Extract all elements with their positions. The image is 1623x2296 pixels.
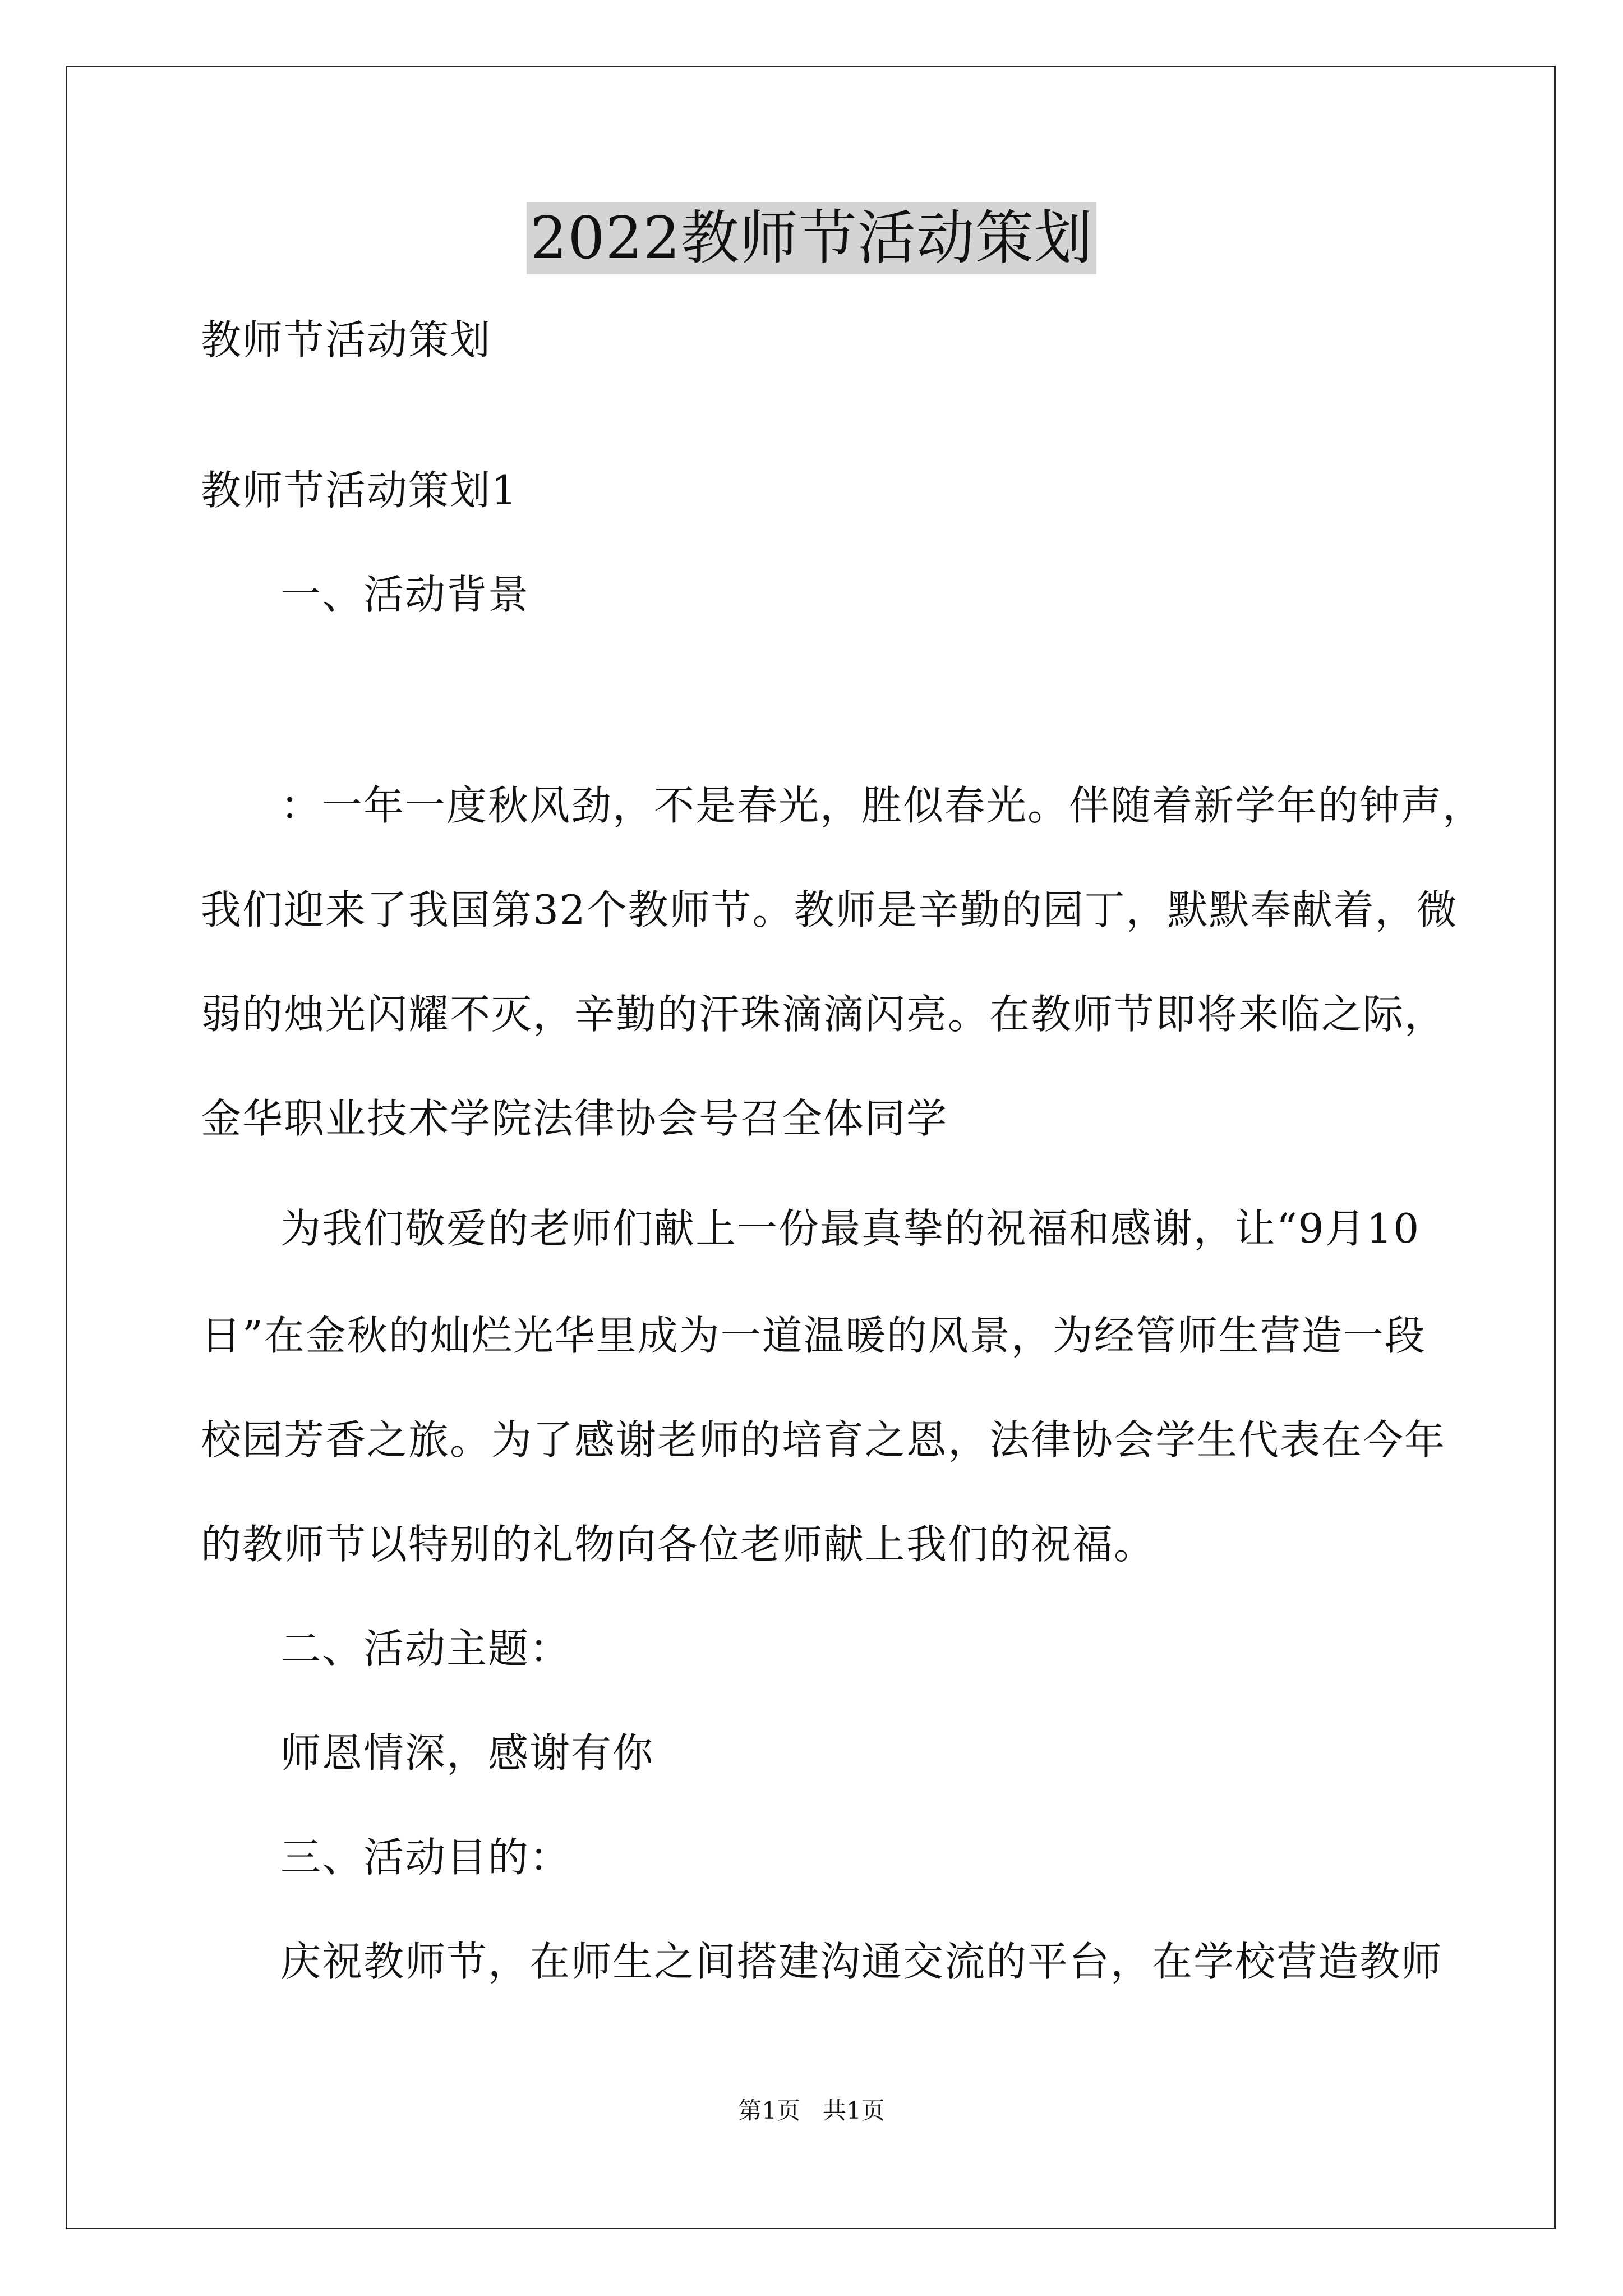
- paragraph-line: ：一年一度秋风劲，不是春光，胜似春光。伴随着新学年的钟声，: [280, 782, 1484, 829]
- subsection-background: 一、活动背景: [280, 571, 530, 618]
- title-container: [0, 202, 1623, 274]
- subsection-theme: 二、活动主题：: [280, 1625, 571, 1672]
- paragraph-line: 的教师节以特别的礼物向各位老师献上我们的祝福。: [201, 1521, 1156, 1568]
- paragraph-line: 庆祝教师节，在师生之间搭建沟通交流的平台，在学校营造教师: [280, 1938, 1443, 1985]
- paragraph-line: 金华职业技术学院法律协会号召全体同学: [201, 1095, 948, 1142]
- paragraph-line: 弱的烛光闪耀不灭，辛勤的汗珠滴滴闪亮。在教师节即将来临之际，: [201, 991, 1446, 1038]
- paragraph-line: 校园芳香之旅。为了感谢老师的培育之恩，法律协会学生代表在今年: [201, 1416, 1446, 1464]
- paragraph-line: 为我们敬爱的老师们献上一份最真挚的祝福和感谢，让“9月10: [280, 1205, 1421, 1252]
- subsection-purpose: 三、活动目的：: [280, 1834, 571, 1881]
- paragraph-line: 师恩情深，感谢有你: [280, 1729, 654, 1777]
- document-title: 2022教师节活动策划: [527, 202, 1096, 274]
- page-border: [66, 66, 1556, 2229]
- paragraph-line: 我们迎来了我国第32个教师节。教师是辛勤的园丁，默默奉献着，微: [201, 886, 1458, 933]
- page-footer: 第1页 共1页: [738, 2097, 885, 2124]
- subtitle-line: 教师节活动策划: [201, 316, 492, 364]
- section-heading-1: 教师节活动策划1: [201, 467, 518, 514]
- paragraph-line: 日”在金秋的灿烂光华里成为一道温暖的风景，为经管师生营造一段: [201, 1312, 1426, 1359]
